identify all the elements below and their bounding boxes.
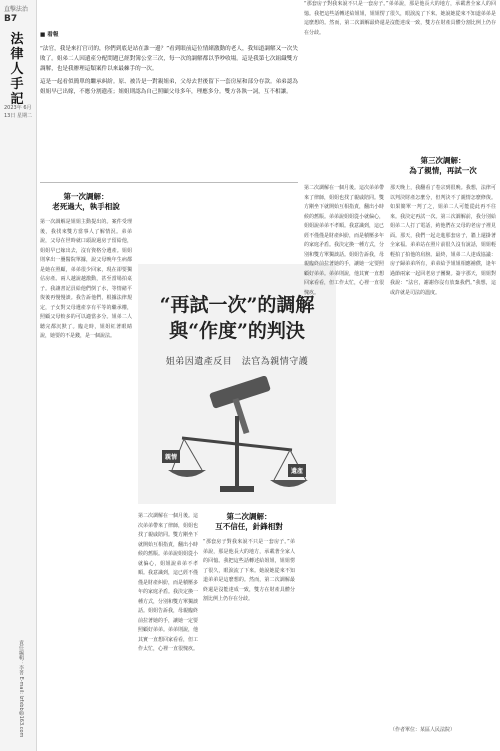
section1-heading: 第一次調解： 老死過大，執手相說 xyxy=(52,192,120,211)
editor-footer: 責任編輯：李菁 E-mail: lzfxbb@163.com xyxy=(18,640,24,738)
main-title-line-2: 與“作度”的判決 xyxy=(169,320,305,342)
right-top-text: “那套房子對我來說不只是一套房子。”弟弟說，那是他長大的地方，承載著全家人的回憶。我把這些話轉述給姐姐，姐姐愣了很久，眼淚流了下來。她說她從來不知道弟弟是這麼想的。然而，第二次調解最終還是沒能達成一致，雙方在財產具體分割比例上仍存在分歧。 xyxy=(304,1,496,36)
lead-paragraph-2: 這是一起看似簡單的繼承糾紛。原、被告是一對親姐弟，父母去世後留下一套房屋和部分存款。弟弟認為姐姐早已出嫁，不應分割遺產；姐姐則認為自己照顧父母多年，理應多分。雙方各執一詞，互不相讓。 xyxy=(40,79,298,95)
section3-text: 那天晚上，我翻看了卷宗到很晚。我想，法律可以判決財產怎麼分，但判決不了親情怎麼修復。如果簡單一判了之，姐弟二人可能從此再不往來。我決定再試一次。第三次調解前，我分別給姐弟二人打了電話，約他們在父母的老房子裡見面。那天，我們一起走進那套房子，牆上還掛著全家福。弟弟站在照片前很久沒有說話，姐姐輕輕拍了拍他的肩膀。最終，姐弟二人達成協議：房子歸弟弟所有，弟弟給予姐姐相應補償，逢年過節兩家一起回老房子團聚。簽字那天，姐姐對我說：“法官，謝謝你沒有放棄我們。”我想，這或許就是司法的溫度。 xyxy=(390,185,496,296)
subtitle: 姐弟因遺產反目 法官為親情守護 xyxy=(165,357,309,367)
newspaper-name: 直擊法治 xyxy=(4,6,29,13)
section2-text: “那套房子對我來說不只是一套房子。”弟弟說，那是他長大的地方，承載著全家人的回憶。我把這些話轉述給姐姐，姐姐愣了很久，眼淚流了下來。她說她從來不知道弟弟是這麼想的。然而，第二次調解最終還是沒能達成一致，雙方在財產具體分割比例上仍存在分歧。 xyxy=(203,539,295,602)
column-title: 法律人手記 xyxy=(10,32,24,107)
page-sidebar xyxy=(0,0,37,751)
scale-base xyxy=(220,486,254,492)
scale-pillar xyxy=(235,416,239,486)
right-column-text: 第二次調解在一個月後。這次弟弟帶來了律師，姐姐也找了親戚陪同。雙方剛坐下就開始互相指責，翻出小時候的舊賬。弟弟說姐姐從小就偏心，姐姐說弟弟不孝順。我意識到，這已經不僅僅是財產糾紛，而是積壓多年的家庭矛盾。我決定換一種方式，分別和雙方單獨談話。姐姐告訴我，母親臨終前拉著她的手，讓她一定要照顧好弟弟。弟弟則說，他其實一直想回家看看，但工作太忙，心裡一直很愧疚。 xyxy=(304,185,384,296)
section-tag: ■ 看報 xyxy=(40,32,59,38)
scale-label-left: 親情 xyxy=(162,450,180,463)
section2-heading: 第二次調解： 互不信任，針鋒相對 xyxy=(215,512,283,531)
section1-text: 第一次調解是姐姐主動提出的。案件受理後，我找來雙方當事人了解情況。弟弟說，父母在世時就口頭說過房子留給他，姐姐早已嫁出去，沒有資格分遺產。姐姐則拿出一疊醫院單據，說父母晚年生病都是她在照顧，弟弟很少回家，現在卻要獨佔房產。兩人越說越激動，甚至當場拍桌子。我讓書記員給他們倒了水，等情緒平復後再慢慢談。我告訴他們，根據法律規定，子女對父母遺產享有平等的繼承權，照顧父母較多的可以適當多分。姐弟二人聽完都沉默了。臨走時，姐姐紅著眼睛說，她要的不是錢，是一個說法。 xyxy=(40,219,132,339)
scale-pan-left xyxy=(168,470,206,477)
divider xyxy=(40,182,298,183)
lead-block xyxy=(40,30,298,97)
scale-pan-right xyxy=(270,480,308,487)
author-line: （作者單位：某區人民法院） xyxy=(390,727,456,733)
scale-chain xyxy=(184,439,202,470)
lead-paragraph: “法官，我是來打官司的，你們到底是站在誰一邊？”看到眼前這位情緒激動的老人，我知道調解又一次失敗了。姐弟二人因遺產分配問題已經對簿公堂三次，每一次的調解都以爭吵收場。這是我第七次組織雙方調解，也是我辦理這類案件以來最棘手的一次。 xyxy=(40,46,298,72)
article xyxy=(40,0,496,751)
issue-date: 2023年 6月13日 星期二 xyxy=(4,105,32,119)
page-number: B7 xyxy=(4,14,18,24)
main-title-line-1: “再試一次”的調解 xyxy=(159,294,315,316)
section3-heading: 第三次調解： 為了親情，再試一次 xyxy=(409,156,477,175)
scale-label-right: 遺產 xyxy=(288,464,306,477)
scale-gavel-illustration xyxy=(162,376,312,500)
section2-intro-text: 第二次調解在一個月後。這次弟弟帶來了律師，姐姐也找了親戚陪同。雙方剛坐下就開始互相指責，翻出小時候的舊賬。弟弟說姐姐從小就偏心，姐姐說弟弟不孝順。我意識到，這已經不僅僅是財產糾紛，而是積壓多年的家庭矛盾。我決定換一種方式，分別和雙方單獨談話。姐姐告訴我，母親臨終前拉著她的手，讓她一定要照顧好弟弟。弟弟則說，他其實一直想回家看看，但工作太忙，心裡一直很愧疚。 xyxy=(138,513,198,652)
